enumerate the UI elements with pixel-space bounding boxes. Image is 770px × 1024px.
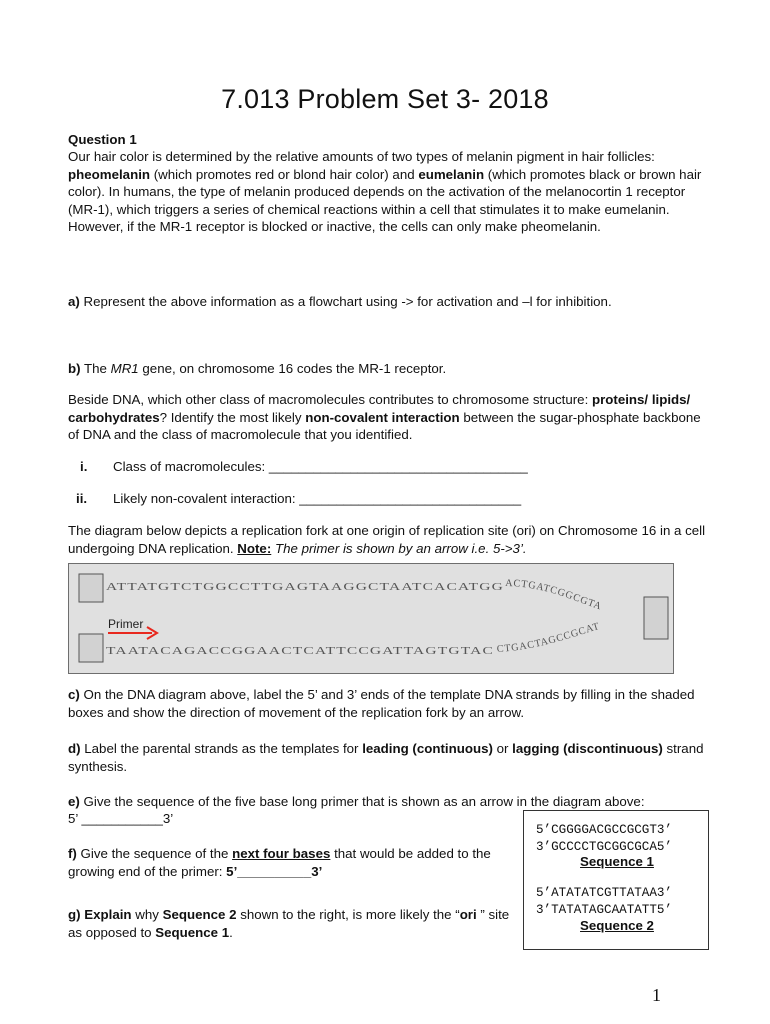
part-text: The diagram below depicts a replication fork at one origin of replication site (ori) on Chromosome 16 in a cell undergoing DNA replication. <box>68 523 706 556</box>
top-strand-sequence: ATTATGTCTGGCCTTGAGTAAGGCTAATCACATGG <box>106 582 504 593</box>
part-text: or <box>492 741 513 756</box>
term-ori: ori <box>459 907 481 922</box>
sequence-1-label: Sequence 1 <box>580 854 654 869</box>
right-shaded-box[interactable] <box>644 597 668 639</box>
term-eumelanin: eumelanin <box>418 166 485 182</box>
intro-text: (which promotes black or brown hair color). In humans, the type of melanin produced depends on the activation of the melanocortin 1 receptor (MR-1), which triggers a series of chemical reactions within a cell that stimulates it to make eumelanin. However, if the MR-1 receptor is blocked or inactive, the cells can only make pheomelanin. <box>68 166 702 234</box>
part-d <box>68 740 708 775</box>
primer-answer-blank[interactable]: 5’ ___________3’ <box>68 811 174 826</box>
primer-label: Primer <box>108 617 144 631</box>
part-text: . <box>229 924 233 940</box>
list-marker-ii: ii. <box>76 491 88 506</box>
sequence-1-top-strand: 5’CGGGGACGCCGCGT3’ <box>536 823 673 837</box>
part-text: Give the sequence of the <box>76 846 233 861</box>
next-bases-answer-blank[interactable]: 5’__________3’ <box>226 863 323 879</box>
page-title: 7.013 Problem Set 3- 2018 <box>221 84 549 114</box>
part-c <box>68 686 708 721</box>
part-text: ? Identify the most likely <box>159 409 306 425</box>
term-sequence-1: Sequence 1 <box>155 924 230 940</box>
part-text: Label the parental strands as the templates for <box>80 741 363 756</box>
sequence-2-bottom-strand: 3’TATATAGCAATATT5’ <box>536 903 673 917</box>
bottom-strand-sequence: TAATACAGACCGGAACTCATTCCGATTAGTGTAC <box>106 646 494 657</box>
term-sequence-2: Sequence 2 <box>162 907 237 922</box>
sequence-2-label: Sequence 2 <box>580 918 654 933</box>
part-text: that would be added to the growing end of the primer: <box>68 846 491 879</box>
list-marker-i: i. <box>80 459 88 474</box>
part-text: ” site as opposed to <box>68 907 510 940</box>
option-carbohydrates: carbohydrates <box>68 409 160 425</box>
option-lipids: lipids/ <box>651 392 691 407</box>
part-label: b) <box>68 361 81 376</box>
sequence-1-bottom-strand: 3’GCCCCTGCGGCGCA5’ <box>536 840 673 854</box>
intro-text: (which promotes red or blond hair color) and <box>150 166 419 182</box>
part-text: On the DNA diagram above, label the 5’ and 3’ ends of the template DNA strands by filling in the shaded boxes and show the direction of movement of the replication fork by an arrow. <box>68 687 695 720</box>
part-label: c) <box>68 687 80 702</box>
part-text: gene, on chromosome 16 codes the MR-1 receptor. <box>138 361 447 376</box>
part-e <box>68 793 708 811</box>
term-pheomelanin: pheomelanin <box>68 166 151 182</box>
list-item-macromolecule: Class of macromolecules: ___________________________________ <box>113 459 528 474</box>
gene-name: MR1 <box>110 361 139 376</box>
part-text: The <box>80 361 111 376</box>
note-text: The primer is shown by an arrow i.e. 5->3’. <box>271 540 527 556</box>
part-text: Give the sequence of the five base long primer that is shown as an arrow in the diagram above: <box>79 794 645 809</box>
diagram-intro <box>68 522 708 557</box>
part-label: e) <box>68 794 80 809</box>
list-item-interaction: Likely non-covalent interaction: ______________________________ <box>113 491 522 506</box>
part-text: why <box>131 907 163 922</box>
option-proteins: proteins/ <box>591 392 649 407</box>
part-text: shown to the right, is more likely the “ <box>236 907 460 922</box>
part-text: strand synthesis. <box>68 741 704 774</box>
bottom-fork-sequence: CTGACTAGCCGCAT <box>496 620 602 656</box>
term-leading: leading (continuous) <box>362 741 493 756</box>
part-f <box>68 845 516 880</box>
part-label: g) Explain <box>68 907 132 922</box>
part-b-question <box>68 391 708 444</box>
part-label: f) <box>68 846 77 861</box>
question-heading: Question 1 <box>68 132 137 147</box>
page-number: 1 <box>652 985 661 1005</box>
term-noncovalent: non-covalent interaction <box>305 409 460 425</box>
part-b <box>68 360 708 378</box>
question-intro <box>68 148 708 236</box>
part-label: a) <box>68 294 80 309</box>
part-text: Beside DNA, which other class of macromolecules contributes to chromosome structure: <box>68 392 592 407</box>
term-next-four-bases: next four bases <box>232 846 331 861</box>
term-lagging: lagging (discontinuous) <box>512 741 663 756</box>
fork-graphic <box>69 564 673 673</box>
part-text: Represent the above information as a flowchart using -> for activation and –l for inhibition. <box>79 294 612 309</box>
part-label: d) <box>68 741 81 756</box>
top-left-shaded-box[interactable] <box>79 574 103 602</box>
top-fork-sequence: ACTGATCGGCGTA <box>505 577 604 613</box>
sequence-2-top-strand: 5’ATATATCGTTATAA3’ <box>536 886 673 900</box>
part-a <box>68 293 708 311</box>
part-text: between the sugar-phosphate backbone of DNA and the class of macromolecule that you identified. <box>68 409 701 442</box>
note-label: Note: <box>237 540 272 556</box>
part-g <box>68 906 516 941</box>
sequence-box <box>523 810 709 950</box>
bottom-left-shaded-box[interactable] <box>79 634 103 662</box>
intro-text: Our hair color is determined by the relative amounts of two types of melanin pigment in hair follicles: <box>68 149 655 164</box>
replication-fork-diagram <box>68 563 674 674</box>
